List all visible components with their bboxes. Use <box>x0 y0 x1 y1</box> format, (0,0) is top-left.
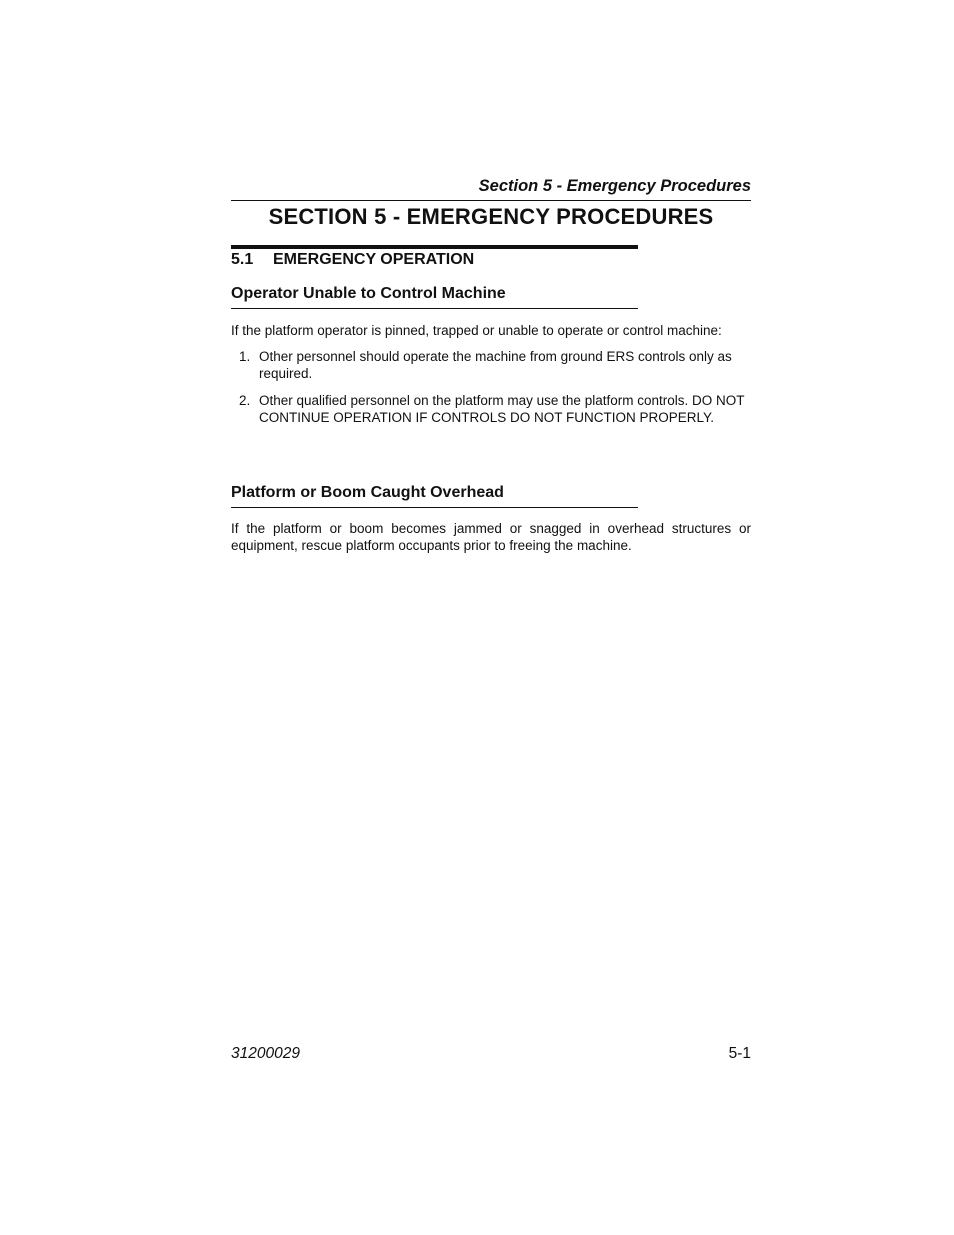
section-divider <box>231 245 638 249</box>
procedure-step <box>231 348 751 382</box>
topic-heading-operator-unable: Operator Unable to Control Machine <box>231 285 638 309</box>
manual-page <box>231 0 751 1235</box>
procedure-step <box>231 392 751 426</box>
subsection-title: EMERGENCY OPERATION <box>273 251 475 268</box>
subsection-heading <box>231 251 474 269</box>
section-title: SECTION 5 - EMERGENCY PROCEDURES <box>268 204 714 229</box>
step-text: Other qualified personnel on the platform may use the platform controls. DO NOT CONTINUE OPERATION IF CONTROLS DO NOT FUNCTION PROPERLY. <box>259 393 745 425</box>
procedure-steps <box>231 348 751 436</box>
step-number: 2. <box>239 393 251 408</box>
page-number: 5-1 <box>728 1045 751 1062</box>
topic-intro-operator-unable: If the platform operator is pinned, trapped or unable to operate or control machine: <box>231 323 722 338</box>
step-text: Other personnel should operate the machine from ground ERS controls only as required. <box>259 349 732 381</box>
topic-heading-boom-caught: Platform or Boom Caught Overhead <box>231 484 638 508</box>
subsection-number: 5.1 <box>231 251 254 268</box>
step-number: 1. <box>239 349 251 364</box>
topic-intro-boom-caught: If the platform or boom becomes jammed or snagged in overhead structures or equipment, rescue platform occupants prior to freeing the machine. <box>231 521 751 553</box>
header-rule <box>231 200 751 201</box>
document-number: 31200029 <box>231 1045 300 1062</box>
running-header: Section 5 - Emergency Procedures <box>478 177 751 195</box>
